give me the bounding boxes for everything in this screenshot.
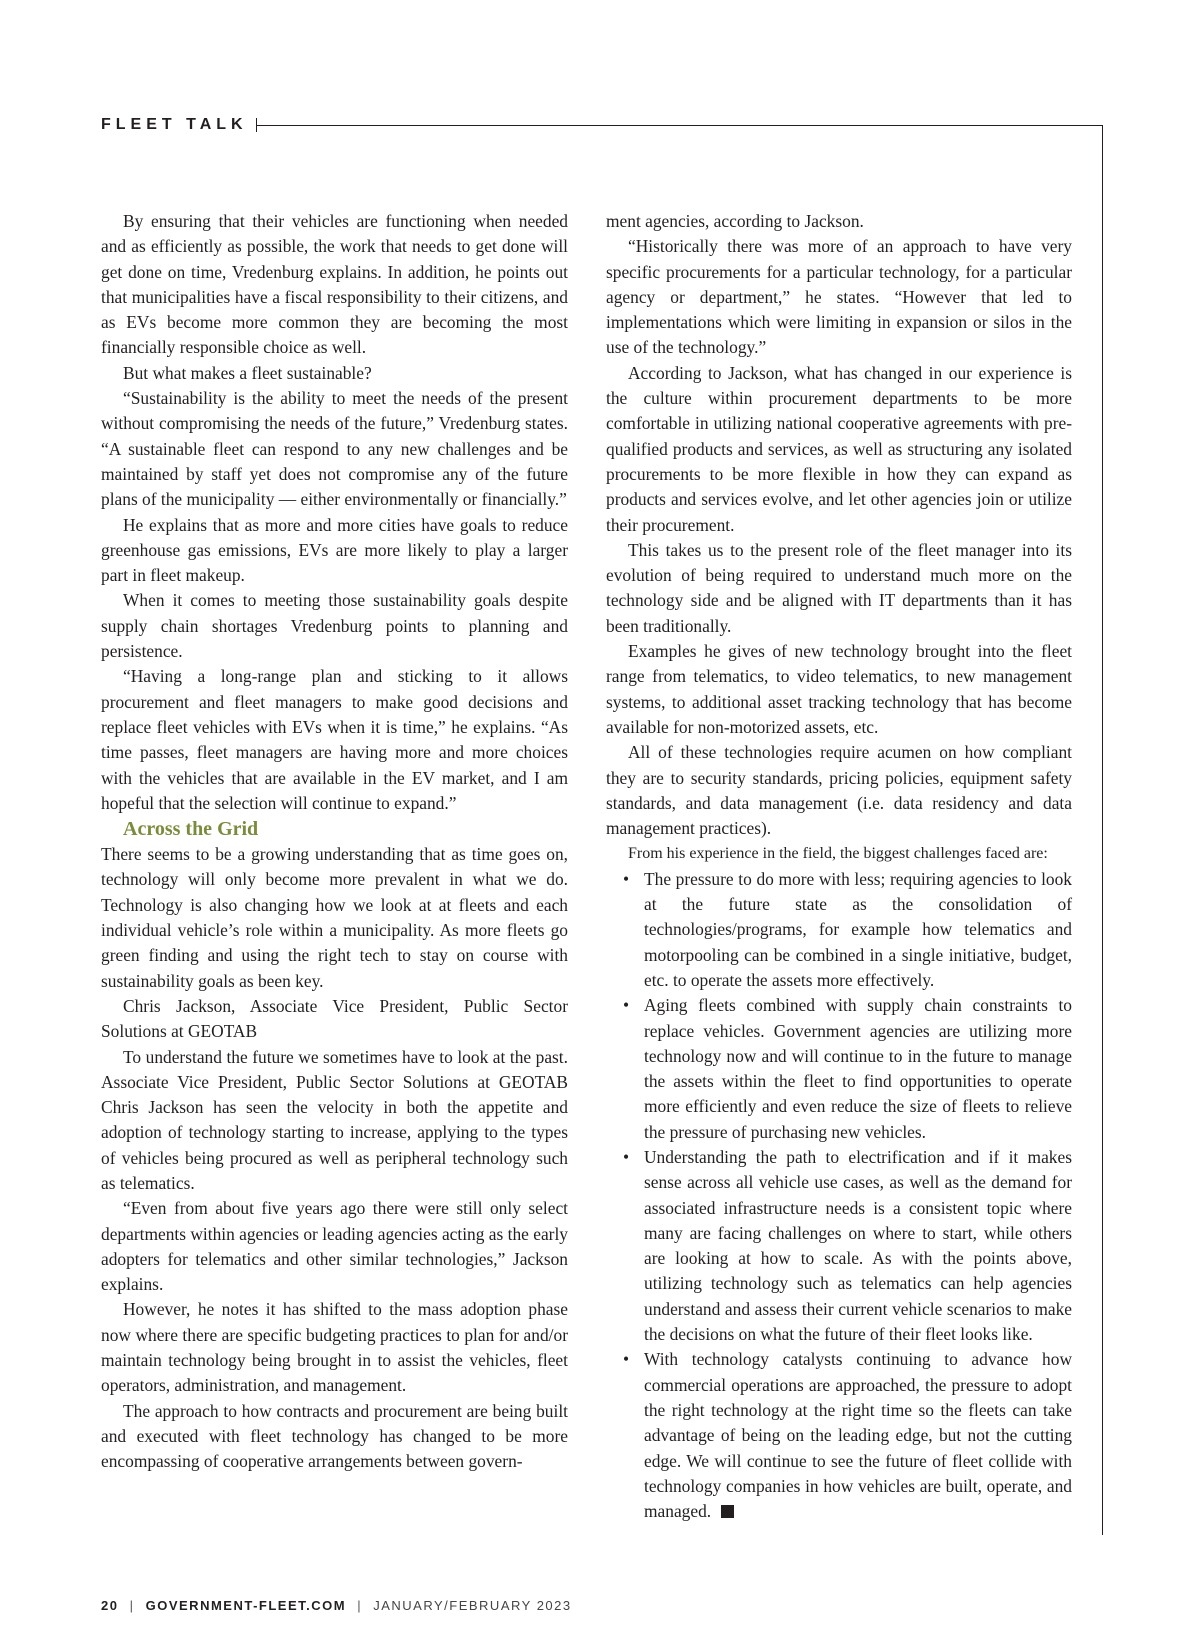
- article-column-left: [101, 209, 568, 1475]
- body-paragraph: According to Jackson, what has changed in our experience is the culture within procurement departments to be more comfortable in utilizing national cooperative agreements with pre-qualified products and services, as well as structuring any isolated procurements to be more flexible in how they can expand as products and services evolve, and let other agencies join or utilize their procurement.: [606, 362, 1072, 535]
- list-item: [606, 867, 1072, 993]
- section-subhead: Across the Grid: [123, 818, 259, 841]
- body-paragraph: The approach to how contracts and procurement are being built and executed with fleet technology has changed to be more encompassing of cooperative arrangements between govern-: [101, 1400, 568, 1472]
- body-paragraph: “Sustainability is the ability to meet the needs of the present without compromising the needs of the future,” Vredenburg states. “A sustainable fleet can respond to any new challenges and be maintained by staff yet does not compromise any of the future plans of the municipality — either environmentally or financially.”: [101, 388, 568, 510]
- bullet-icon: •: [623, 1146, 630, 1167]
- list-item: [606, 1347, 1072, 1524]
- header-rule: [256, 125, 1102, 126]
- section-intro-paragraph: There seems to be a growing understanding that as time goes on, technology will only become more prevalent in what we do. Technology is also changing how we look at at fleets and each individual vehicle’s role within a municipality. As more fleets go green finding and using the right tech to stay on course with sustainability goals as been key.: [101, 844, 568, 991]
- footer-separator: |: [129, 1598, 135, 1613]
- body-paragraph: To understand the future we sometimes have to look at the past. Associate Vice President, Public Sector Solutions at GEOTAB Chris Jackson has seen the velocity in both the appetite and adoption of technology starting to increase, applying to the types of vehicles being procured as well as peripheral technology such as telematics.: [101, 1046, 568, 1193]
- section-label: FLEET TALK: [101, 116, 248, 133]
- challenges-intro: From his experience in the field, the biggest challenges faced are:: [628, 845, 1048, 863]
- challenges-list: [606, 867, 1072, 1525]
- issue-date: JANUARY/FEBRUARY 2023: [373, 1598, 572, 1613]
- bullet-icon: •: [623, 1349, 630, 1370]
- end-of-article-mark-icon: [721, 1505, 734, 1518]
- body-paragraph: By ensuring that their vehicles are functioning when needed and as efficiently as possible, the work that needs to get done will get done on time, Vredenburg explains. In addition, he points out that municipalities have a fiscal responsibility to their citizens, and as EVs become more common they are becoming the most financially responsible choice as well.: [101, 211, 568, 358]
- footer-separator: |: [357, 1598, 363, 1613]
- column-side-rule: [1102, 125, 1103, 1535]
- body-paragraph: This takes us to the present role of the fleet manager into its evolution of being required to understand much more on the technology side and be aligned with IT departments than it has been traditionally.: [606, 539, 1072, 636]
- list-item: [606, 993, 1072, 1145]
- body-paragraph: Chris Jackson, Associate Vice President, Public Sector Solutions at GEOTAB: [101, 995, 568, 1042]
- body-paragraph: All of these technologies require acumen on how compliant they are to security standards, pricing policies, equipment safety standards, and data management (i.e. data residency and data management practices).: [606, 742, 1072, 839]
- body-paragraph: When it comes to meeting those sustainability goals despite supply chain shortages Vredenburg points to planning and persistence.: [101, 590, 568, 662]
- continued-paragraph: ment agencies, according to Jackson.: [606, 211, 864, 231]
- body-paragraph: But what makes a fleet sustainable?: [123, 362, 372, 383]
- article-column-right: [606, 209, 1072, 1524]
- list-item: [606, 1145, 1072, 1347]
- list-item-text: Aging fleets combined with supply chain constraints to replace vehicles. Government agencies are utilizing more technology now and will continue to in the future to manage the assets within the fleet to find opportunities to operate more efficiently and even reduce the size of fleets to relieve the pressure of purchasing new vehicles.: [644, 995, 1072, 1142]
- body-paragraph: Examples he gives of new technology brought into the fleet range from telematics, to video telematics, to new management systems, to additional asset tracking technology that has become available for non-motorized assets, etc.: [606, 641, 1072, 737]
- page-footer: [101, 1598, 572, 1613]
- body-paragraph: He explains that as more and more cities have goals to reduce greenhouse gas emissions, EVs are more likely to play a larger part in fleet makeup.: [101, 514, 568, 586]
- body-paragraph: “Historically there was more of an approach to have very specific procurements for a particular technology, for a particular agency or department,” he states. “However that led to implementations which were limiting in expansion or silos in the use of the technology.”: [606, 236, 1072, 358]
- bullet-icon: •: [623, 995, 630, 1016]
- list-item-text: The pressure to do more with less; requiring agencies to look at the future state as the consolidation of technologies/programs, for example how telematics and motorpooling can be combined in a single initiative, budget, etc. to operate the assets more effectively.: [644, 868, 1072, 990]
- list-item-text: Understanding the path to electrification and if it makes sense across all vehicle use cases, as well as the demand for associated infrastructure needs is a consistent topic where many are facing challenges on where to start, while others are looking at how to scale. As with the points above, utilizing technology such as telematics can help agencies understand and assess their current vehicle scenarios to make the decisions on what the future of their fleet looks like.: [644, 1146, 1072, 1345]
- list-item-text: With technology catalysts continuing to advance how commercial operations are approached, the pressure to adopt the right technology at the right time so the fleets can take advantage of being on the leading edge, but not the cutting edge. We will continue to see the future of fleet collide with technology companies in how vehicles are built, operate, and managed.: [644, 1349, 1072, 1522]
- body-paragraph: “Even from about five years ago there were still only select departments within agencies or leading agencies acting as the early adopters for telematics and other similar technologies,” Jackson explains.: [101, 1198, 568, 1295]
- page-number: 20: [101, 1598, 119, 1613]
- bullet-icon: •: [623, 868, 630, 889]
- body-paragraph: However, he notes it has shifted to the mass adoption phase now where there are specific budgeting practices to plan for and/or maintain technology being brought in to assist the vehicles, fleet operators, administration, and management.: [101, 1299, 568, 1396]
- publication-site: GOVERNMENT-FLEET.COM: [145, 1598, 347, 1613]
- body-paragraph: “Having a long-range plan and sticking to it allows procurement and fleet managers to make good decisions and replace fleet vehicles with EVs when it is time,” he explains. “As time passes, fleet managers are having more and more choices with the vehicles that are available in the EV market, and I am hopeful that the selection will continue to expand.”: [101, 666, 568, 813]
